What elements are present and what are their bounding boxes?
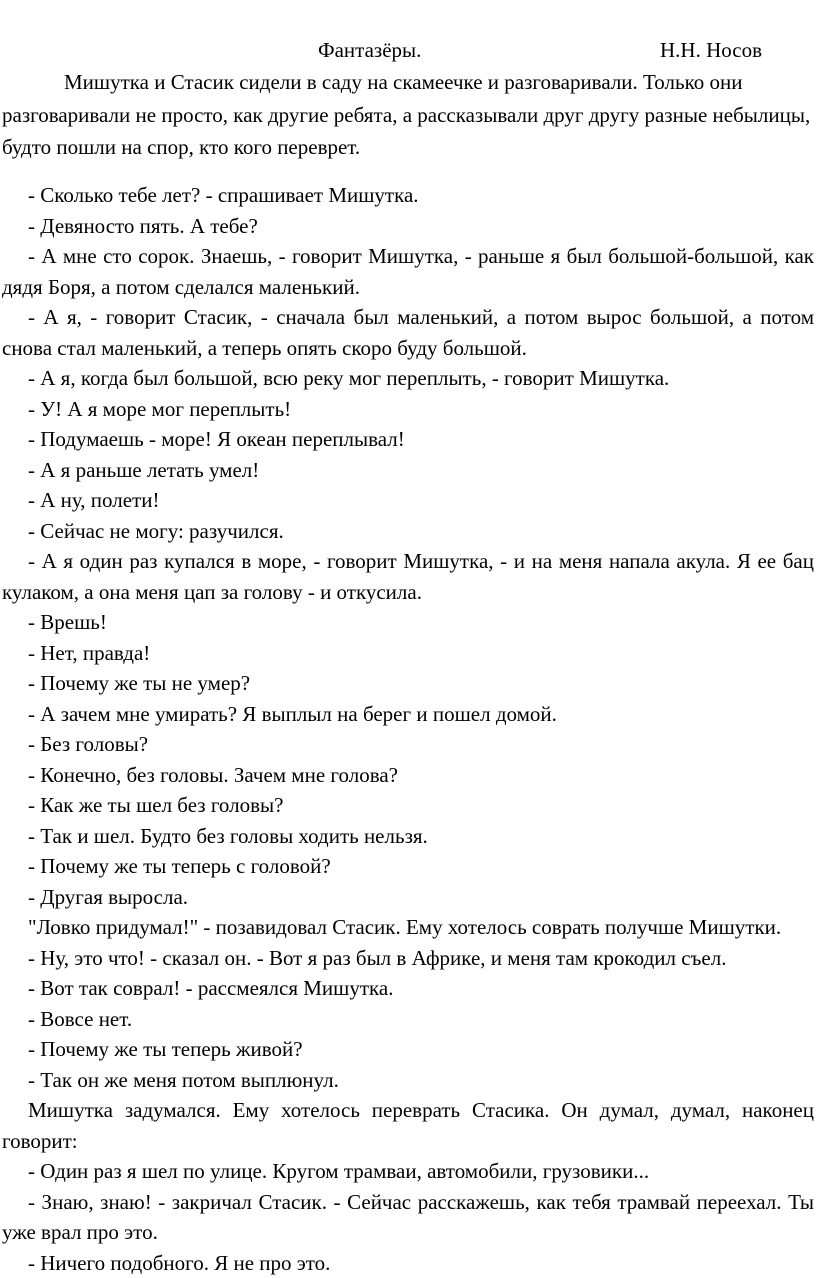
- dialogue-line: - Вот так соврал! - рассмеялся Мишутка.: [2, 973, 814, 1004]
- story-title: Фантазёры.: [318, 38, 421, 63]
- intro-paragraph: Мишутка и Стасик сидели в саду на скамеечке и разговаривали. Только они разговаривали не просто, как другие ребята, а рассказывали друг другу разные небылицы, будто пошли на спор, кто кого переврет.: [2, 66, 814, 164]
- dialogue-line: - А я, - говорит Стасик, - сначала был маленький, а потом вырос большой, а потом снова стал маленький, а теперь опять скоро буду большой.: [2, 302, 814, 363]
- story-author: Н.Н. Носов: [660, 38, 762, 63]
- dialogue-line: - У! А я море мог переплыть!: [2, 394, 814, 425]
- dialogue-line: - Почему же ты теперь живой?: [2, 1034, 814, 1065]
- dialogue-line: - Так он же меня потом выплюнул.: [2, 1065, 814, 1096]
- dialogue-line: - А ну, полети!: [2, 485, 814, 516]
- dialogue-line: - Ну, это что! - сказал он. - Вот я раз был в Африке, и меня там крокодил съел.: [2, 943, 814, 974]
- dialogue-line: - Вовсе нет.: [2, 1004, 814, 1035]
- dialogue-line: Мишутка задумался. Ему хотелось переврать Стасика. Он думал, думал, наконец говорит:: [2, 1095, 814, 1156]
- dialogue-line: - Так и шел. Будто без головы ходить нельзя.: [2, 821, 814, 852]
- dialogue-line: - А мне сто сорок. Знаешь, - говорит Мишутка, - раньше я был большой-большой, как дядя Боря, а потом сделался маленький.: [2, 241, 814, 302]
- dialogue-line: - Сколько тебе лет? - спрашивает Мишутка.: [2, 180, 814, 211]
- dialogue-line: - Нет, правда!: [2, 638, 814, 669]
- dialogue-line: - Врешь!: [2, 607, 814, 638]
- dialogue-line: - Девяносто пять. А тебе?: [2, 211, 814, 242]
- dialogue-line: - А я один раз купался в море, - говорит Мишутка, - и на меня напала акула. Я ее бац кулаком, а она меня цап за голову - и откусила.: [2, 546, 814, 607]
- dialogue-line: - Почему же ты теперь с головой?: [2, 851, 814, 882]
- dialogue-line: - Без головы?: [2, 729, 814, 760]
- dialogue-line: - Сейчас не могу: разучился.: [2, 516, 814, 547]
- dialogue-line: - Ничего подобного. Я не про это.: [2, 1248, 814, 1278]
- dialogue-line: - Знаю, знаю! - закричал Стасик. - Сейчас расскажешь, как тебя трамвай переехал. Ты уже врал про это.: [2, 1187, 814, 1248]
- dialogue-line: - А я, когда был большой, всю реку мог переплыть, - говорит Мишутка.: [2, 363, 814, 394]
- dialogue-line: - А я раньше летать умел!: [2, 455, 814, 486]
- dialogue-block: [2, 180, 814, 1278]
- dialogue-line: - Один раз я шел по улице. Кругом трамваи, автомобили, грузовики...: [2, 1156, 814, 1187]
- dialogue-line: "Ловко придумал!" - позавидовал Стасик. Ему хотелось соврать получше Мишутки.: [2, 912, 814, 943]
- dialogue-line: - Почему же ты не умер?: [2, 668, 814, 699]
- dialogue-line: - Подумаешь - море! Я океан переплывал!: [2, 424, 814, 455]
- dialogue-line: - Конечно, без головы. Зачем мне голова?: [2, 760, 814, 791]
- dialogue-line: - Другая выросла.: [2, 882, 814, 913]
- dialogue-line: - Как же ты шел без головы?: [2, 790, 814, 821]
- dialogue-line: - А зачем мне умирать? Я выплыл на берег и пошел домой.: [2, 699, 814, 730]
